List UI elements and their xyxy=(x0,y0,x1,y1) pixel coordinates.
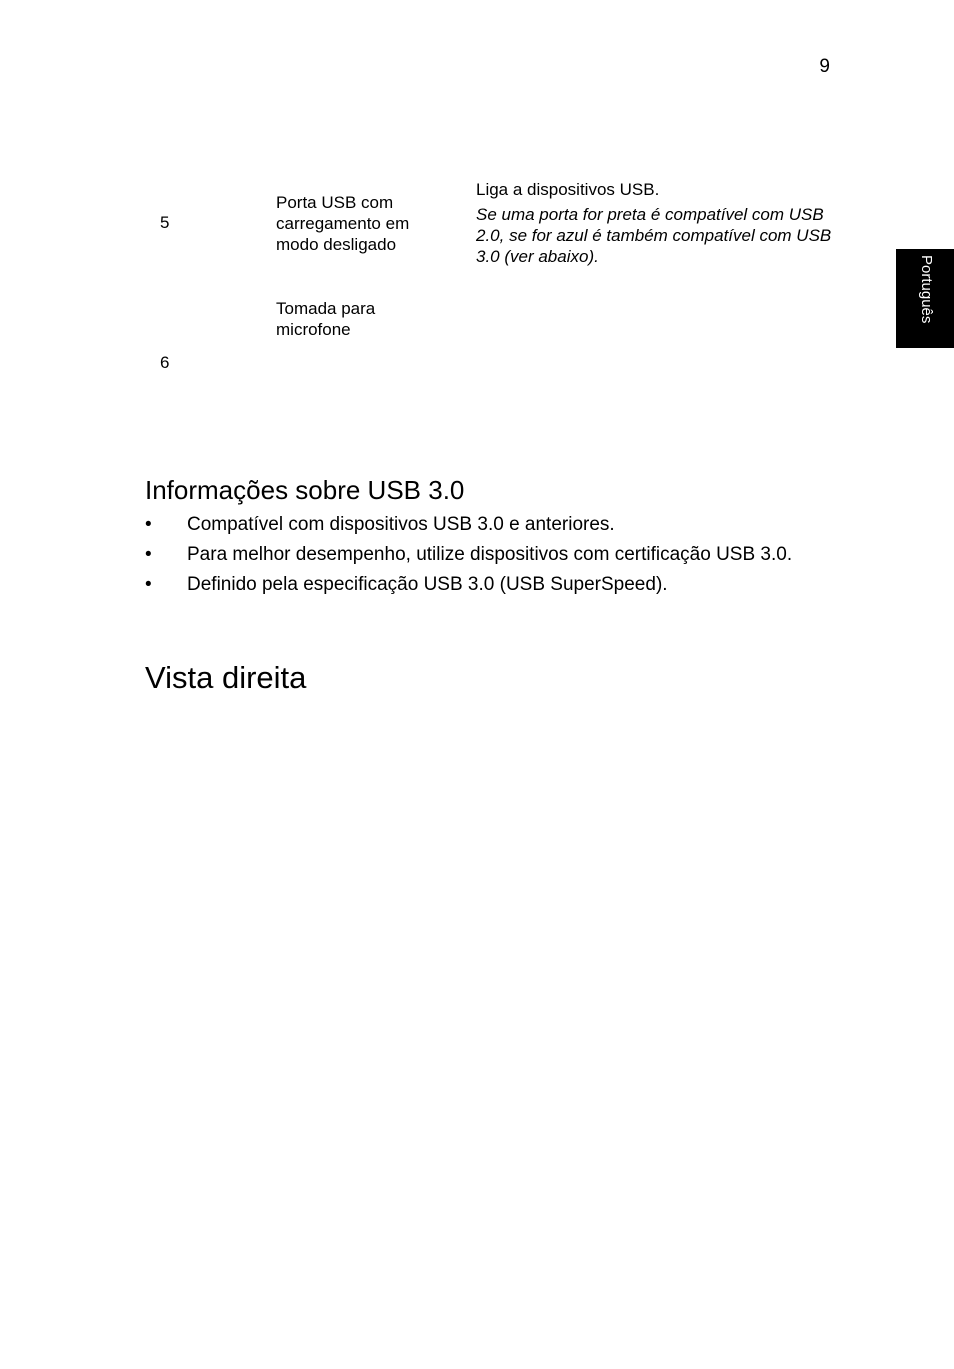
language-tab xyxy=(896,249,954,348)
usb-bullet-list xyxy=(145,513,795,603)
section-title: Vista direita xyxy=(145,660,307,695)
list-item xyxy=(145,573,795,597)
bullet-icon: • xyxy=(145,514,152,535)
table-row-name: Tomada para microfone xyxy=(276,299,376,339)
language-tab-label: Português xyxy=(918,255,935,324)
table-row-description: Liga a dispositivos USB. xyxy=(476,180,660,199)
table-row-note: Se uma porta for preta é compatível com USB 2.0, se for azul é também compatível com USB 3.0 (ver abaixo). xyxy=(476,205,832,266)
usb-section-heading: Informações sobre USB 3.0 xyxy=(145,475,465,505)
list-item-text: Definido pela especificação USB 3.0 (USB SuperSpeed). xyxy=(187,574,668,595)
list-item xyxy=(145,543,795,567)
bullet-icon: • xyxy=(145,544,152,565)
table-row-number: 6 xyxy=(160,353,170,372)
bullet-icon: • xyxy=(145,574,152,595)
list-item xyxy=(145,513,795,537)
list-item-text: Para melhor desempenho, utilize dispositivos com certificação USB 3.0. xyxy=(187,544,793,565)
page-number: 9 xyxy=(819,56,830,77)
list-item-text: Compatível com dispositivos USB 3.0 e anteriores. xyxy=(187,514,615,535)
table-row-name: Porta USB com carregamento em modo desligado xyxy=(276,193,410,254)
table-row-number: 5 xyxy=(160,213,170,232)
table-row-description-cell xyxy=(476,179,836,267)
